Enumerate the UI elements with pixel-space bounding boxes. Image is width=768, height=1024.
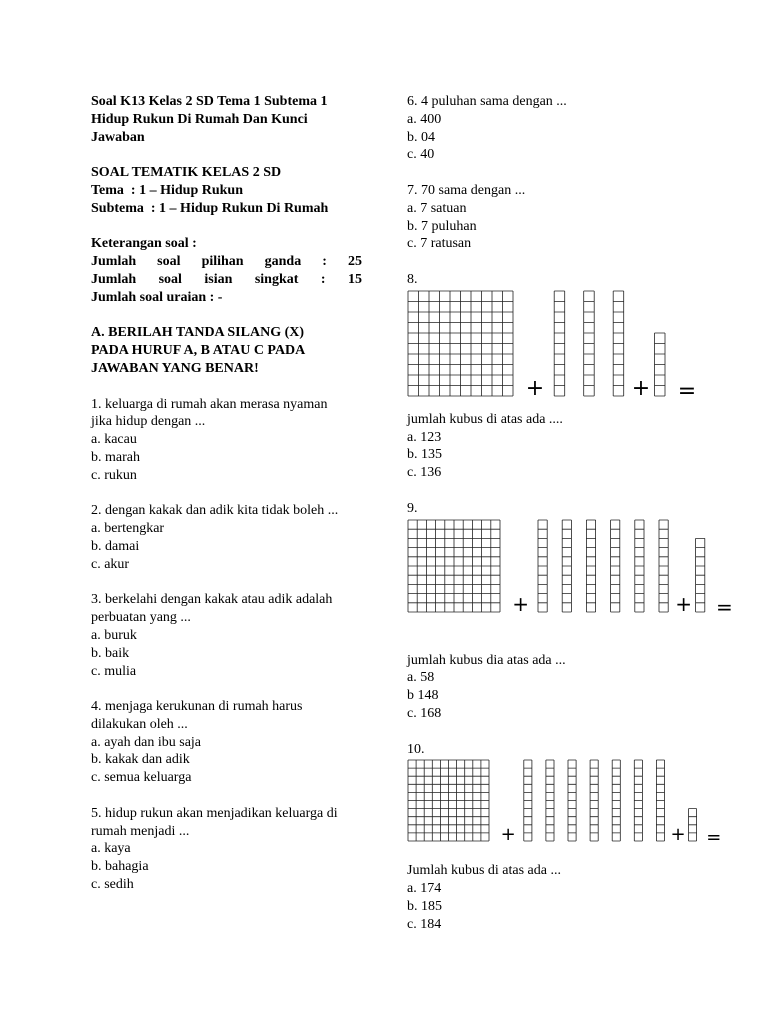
option-c[interactable]: c. 168 [407,705,442,721]
option-a[interactable]: a. 174 [407,881,442,897]
question-1 [91,396,362,485]
title-line: Hidup Rukun Di Rumah Dan Kunci [91,111,308,127]
option-a[interactable]: a. kaya [91,841,131,857]
info-label: Keterangan soal : [91,236,197,252]
question-10 [407,741,722,934]
question-6 [407,93,707,164]
question-text: 7. 70 sama dengan ... [407,182,526,198]
base-ten-blocks-8 [407,289,707,404]
hundred-flat [408,520,500,612]
hundred-flat [408,291,513,396]
option-c[interactable]: c. akur [91,556,130,572]
info-word: singkat [254,271,299,287]
ones-units [696,538,705,612]
info-word: pilihan [201,254,244,270]
option-c[interactable]: c. 40 [407,147,435,163]
ten-rod [611,520,620,612]
question-number: 9. [407,500,418,516]
question-8 [407,271,707,482]
question-text: 5. hidup rukun akan menjadikan keluarga di [91,805,338,821]
question-text: dilakukan oleh ... [91,716,188,732]
option-a[interactable]: a. 400 [407,111,442,127]
option-a[interactable]: a. bertengkar [91,521,165,537]
base-ten-blocks-9 [407,518,733,619]
info-row-isian-singkat [91,271,362,289]
ten-rod [656,760,664,841]
option-a[interactable]: a. 7 satuan [407,200,467,216]
question-text: 4. menjaga kerukunan di rumah harus [91,699,303,715]
base-ten-blocks-10 [407,758,722,849]
info-word: soal [157,254,181,270]
plus-sign: + [675,591,692,616]
question-text: jika hidup dengan ... [91,414,206,430]
plus-sign: + [525,375,545,401]
equals-sign: = [706,827,722,849]
ten-rod [635,520,644,612]
ones-units [689,809,697,841]
question-text: Jumlah kubus di atas ada ... [407,863,561,879]
question-9 [407,500,733,723]
ten-rod [586,520,595,612]
option-b[interactable]: b. 7 puluhan [407,218,477,234]
info-word: Jumlah [91,254,137,270]
equals-sign: = [716,594,733,619]
option-a[interactable]: a. kacau [91,432,137,448]
question-7 [407,182,707,253]
plus-sign: + [631,375,651,401]
option-b[interactable]: b. 04 [407,129,435,145]
option-a[interactable]: a. 58 [407,670,435,686]
ones-units [655,333,666,396]
ten-rod [584,291,595,396]
subtema-line: Subtema : 1 – Hidup Rukun Di Rumah [91,200,329,216]
option-b[interactable]: b. marah [91,449,140,465]
info-word: 15 [348,271,362,287]
question-number: 10. [407,741,425,757]
option-a[interactable]: a. buruk [91,627,137,643]
instruction-line: PADA HURUF A, B ATAU C PADA [91,343,306,359]
option-a[interactable]: a. ayah dan ibu saja [91,734,202,750]
plus-sign: + [670,824,686,846]
option-b[interactable]: b. kakak dan adik [91,752,190,768]
instruction-line: A. BERILAH TANDA SILANG (X) [91,325,305,341]
option-c[interactable]: c. 7 ratusan [407,236,472,252]
option-a[interactable]: a. 123 [407,429,442,445]
option-c[interactable]: c. rukun [91,467,137,483]
ten-rod [538,520,547,612]
ten-rod [659,520,668,612]
question-text: jumlah kubus dia atas ada ... [407,652,566,668]
question-text: 1. keluarga di rumah akan merasa nyaman [91,396,328,412]
info-row-uraian: Jumlah soal uraian : - [91,289,223,305]
plus-sign: + [512,591,529,616]
left-column [91,93,362,894]
title-line: Jawaban [91,129,145,145]
ten-rod [590,760,598,841]
tema-line: Tema : 1 – Hidup Rukun [91,182,243,198]
option-c[interactable]: c. sedih [91,877,134,893]
info-word: isian [204,271,233,287]
info-word: Jumlah [91,271,137,287]
info-word: 25 [347,254,362,270]
instruction-line: JAWABAN YANG BENAR! [91,360,259,376]
question-3 [91,591,362,680]
info-word: : [322,254,327,270]
base-ten-blocks-figure [407,289,707,404]
option-b[interactable]: b. baik [91,645,130,661]
question-text: 2. dengan kakak dan adik kita tidak boleh ... [91,503,339,519]
title-line: Soal K13 Kelas 2 SD Tema 1 Subtema 1 [91,94,328,109]
hundred-flat [408,760,489,841]
option-b[interactable]: b 148 [407,688,439,704]
plus-sign: + [500,824,516,846]
ten-rod [524,760,532,841]
info-word: soal [158,271,182,287]
base-ten-blocks-figure [407,518,733,619]
option-c[interactable]: c. mulia [91,663,137,679]
question-text: 6. 4 puluhan sama dengan ... [407,94,567,109]
right-column [407,93,733,934]
question-text: rumah menjadi ... [91,823,190,839]
option-c[interactable]: c. 136 [407,465,442,481]
option-c[interactable]: c. 184 [407,916,442,932]
exam-heading: SOAL TEMATIK KELAS 2 SD [91,165,282,181]
option-c[interactable]: c. semua keluarga [91,770,192,786]
question-text: 3. berkelahi dengan kakak atau adik adalah [91,592,333,608]
ten-rod [562,520,571,612]
info-word: : [320,271,326,287]
question-text: perbuatan yang ... [91,610,191,626]
option-b[interactable]: b. damai [91,538,140,554]
option-b[interactable]: b. 185 [407,898,442,914]
option-b[interactable]: b. bahagia [91,859,149,875]
question-number: 8. [407,271,418,287]
ten-rod [554,291,565,396]
equals-sign: = [677,378,697,404]
ten-rod [546,760,554,841]
section-a-instruction [91,324,362,377]
ten-rod [612,760,620,841]
base-ten-blocks-figure [407,758,722,849]
ten-rod [613,291,624,396]
info-row-pilihan-ganda [91,253,362,271]
question-4 [91,698,362,787]
question-text: jumlah kubus di atas ada .... [407,411,563,427]
option-b[interactable]: b. 135 [407,447,442,463]
info-word: ganda [264,254,302,270]
ten-rod [634,760,642,841]
document-title [91,93,362,146]
question-5 [91,805,362,894]
question-2 [91,502,362,573]
ten-rod [568,760,576,841]
